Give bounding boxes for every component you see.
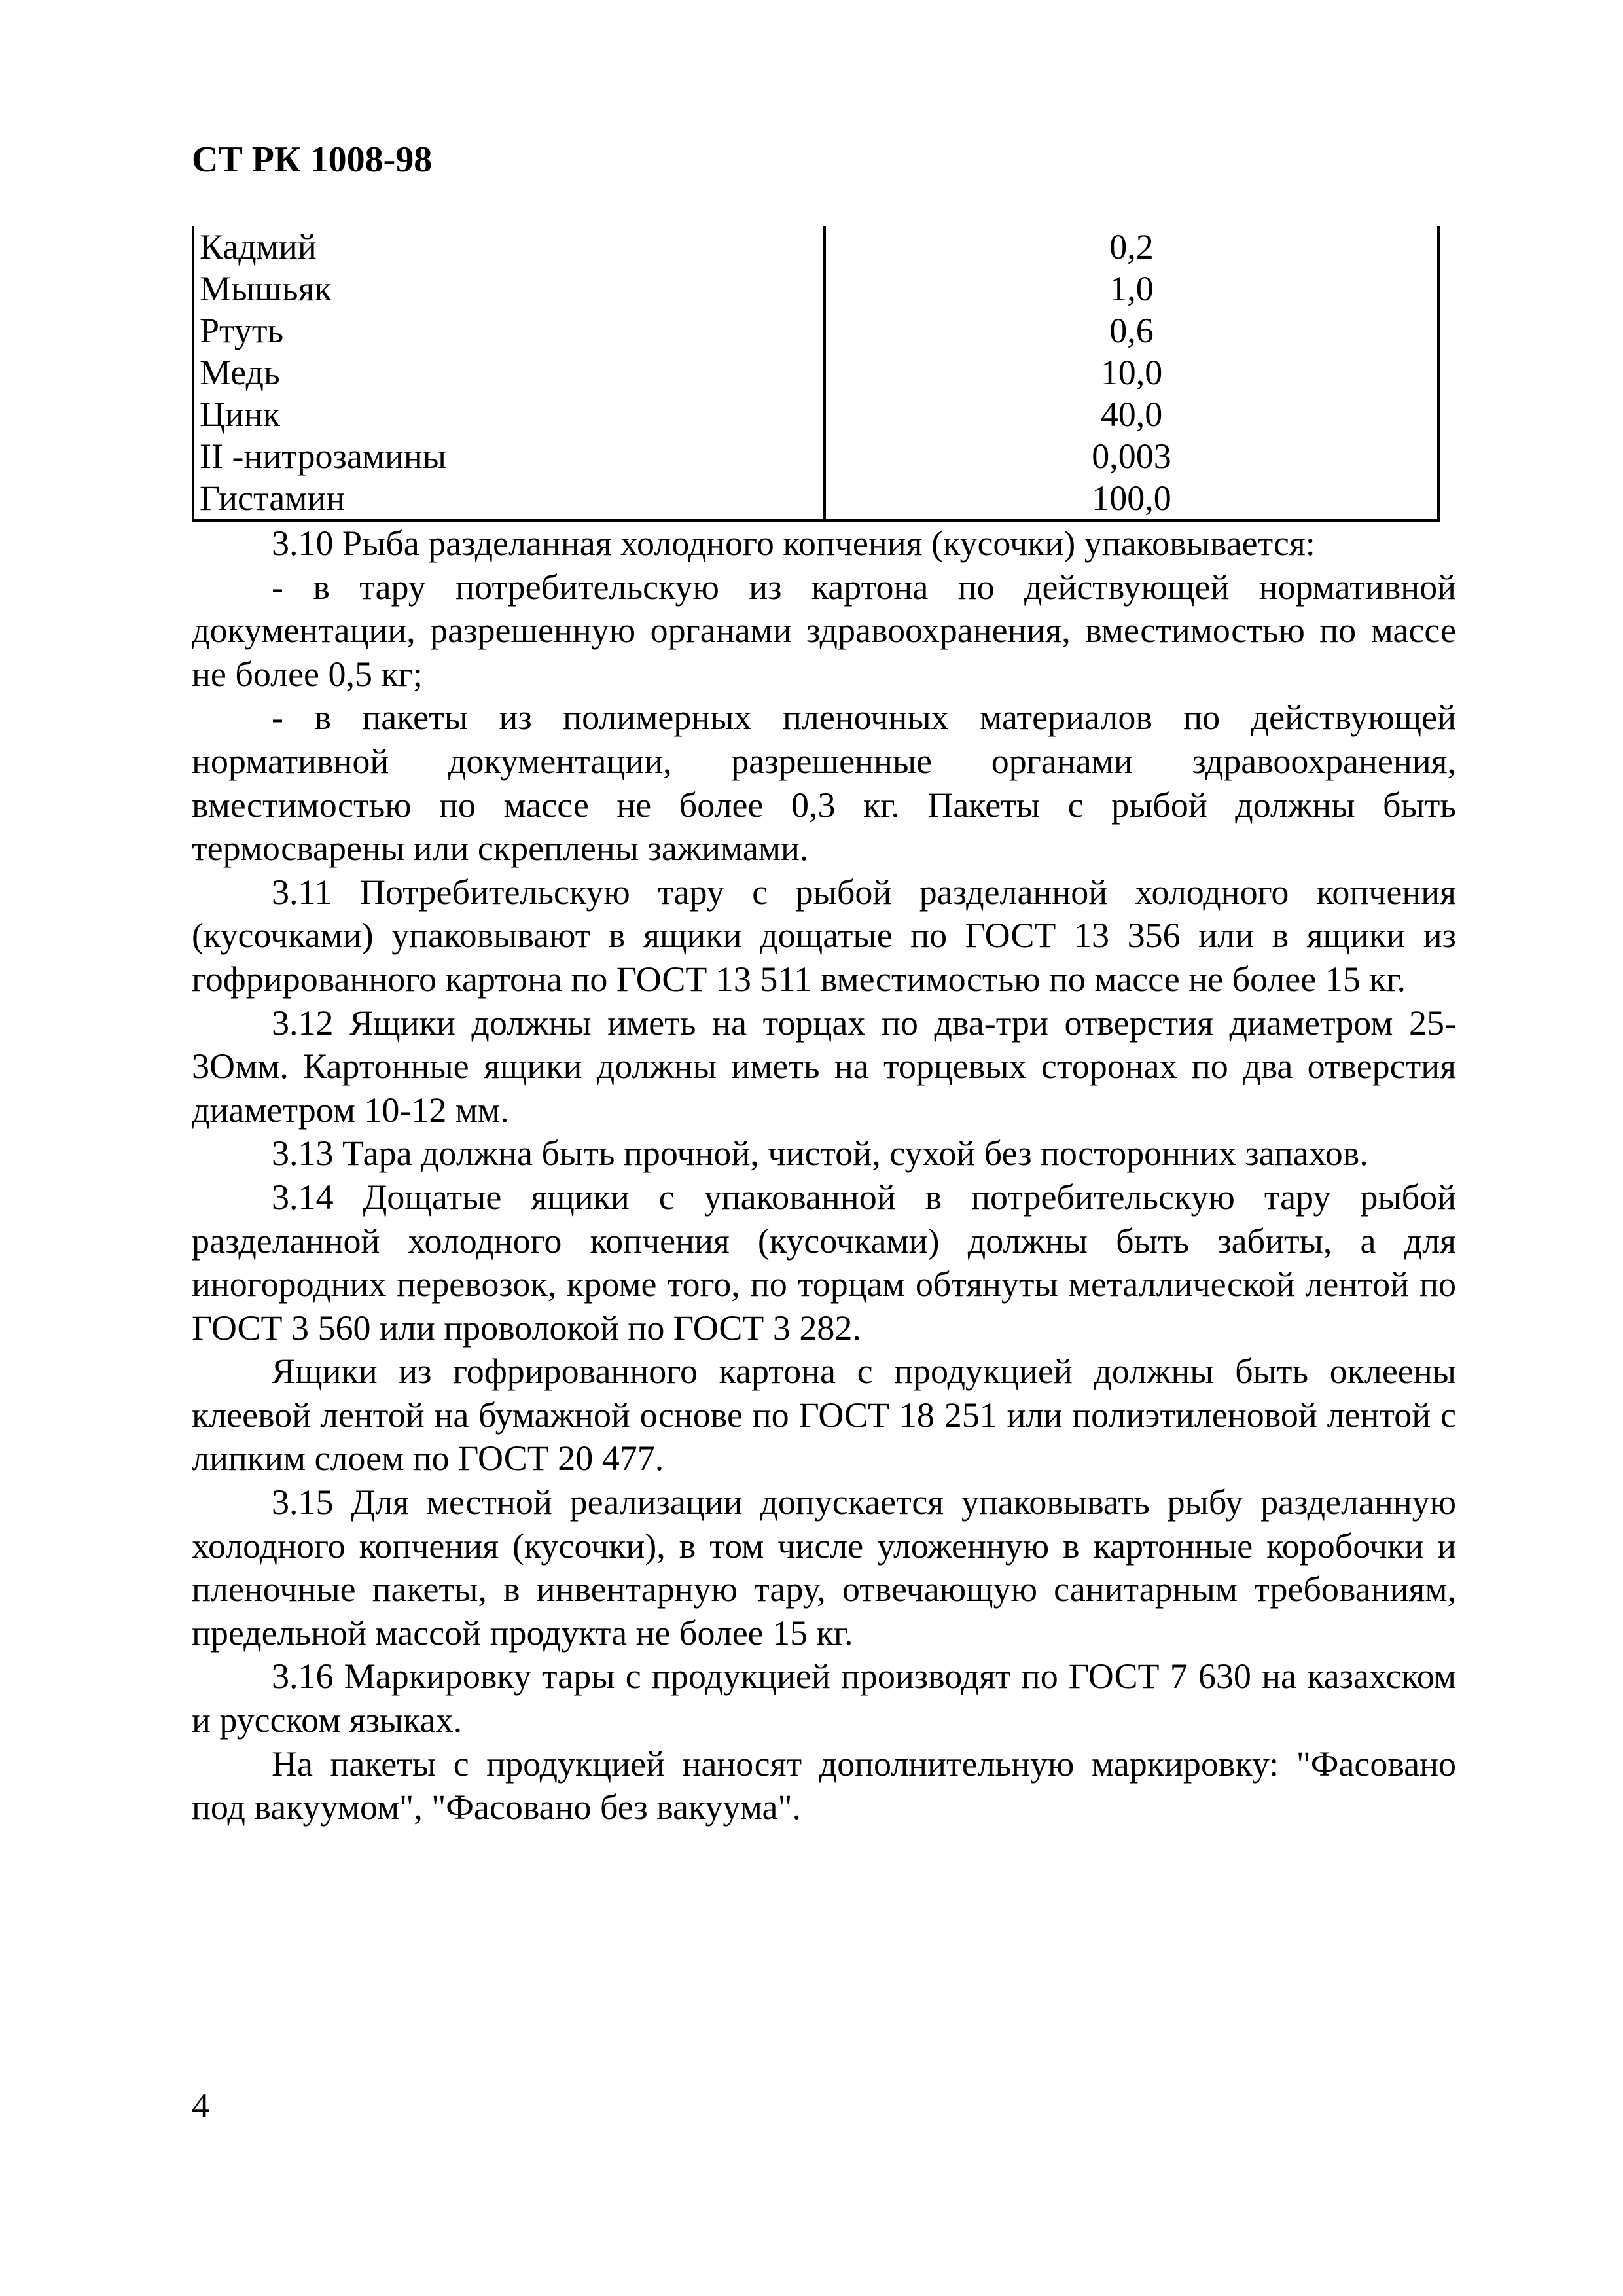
clause-3-15: 3.15 Для местной реализации допускается упаковывать рыбу разделанную холодного копчения (кусочки), в том числе уложенную в картонные коробочки и пленочные пакеты, в инвентарную тару, отвечающую санитарным требованиям, предельной массой продукта не более 15 кг. bbox=[192, 1482, 1456, 1653]
clause-3-16: 3.16 Маркировку тары с продукцией производят по ГОСТ 7 630 на казахском и русском языках. bbox=[192, 1657, 1456, 1740]
clause-3-14: 3.14 Дощатые ящики с упакованной в потребительскую тару рыбой разделанной холодного копчения (кусочками) должны быть забиты, а для иногородних перевозок, кроме того, по торцам обтянуты металлической лентой по ГОСТ 3 560 или проволокой по ГОСТ 3 282. bbox=[192, 1177, 1456, 1348]
element-name: Медь bbox=[200, 353, 280, 392]
table-row bbox=[192, 268, 1440, 310]
table-row bbox=[192, 310, 1440, 351]
clause-3-12: 3.12 Ящики должны иметь на торцах по два-три отверстия диаметром 25-3Омм. Картонные ящики должны иметь на торцевых сторонах по два отверстия диаметром 10-12 мм. bbox=[192, 1003, 1456, 1130]
clause-3-11: 3.11 Потребительскую тару с рыбой разделанной холодного копчения (кусочками) упаковывают в ящики дощатые по ГОСТ 13 356 или в ящики из гофрированного картона по ГОСТ 13 511 вместимостью по массе не более 15 кг. bbox=[192, 872, 1456, 999]
element-limit-value: 0,6 bbox=[1109, 311, 1154, 350]
clause-3-16-bag-marking: На пакеты с продукцией наносят дополнительную маркировку: "Фасовано под вакуумом", "Фасовано без вакуума". bbox=[192, 1744, 1456, 1827]
clause-3-10-item-cardboard: - в тару потребительскую из картона по действующей нормативной документации, разрешенную органами здравоохранения, вместимостью по массе не более 0,5 кг; bbox=[192, 567, 1456, 694]
element-limit-value: 1,0 bbox=[1109, 269, 1154, 308]
element-name: Ртуть bbox=[200, 311, 284, 350]
element-name: Мышьяк bbox=[200, 269, 332, 308]
clause-3-10: 3.10 Рыба разделанная холодного копчения (кусочки) упаковывается: bbox=[272, 524, 1315, 563]
table-row bbox=[192, 393, 1440, 435]
element-limit-value: 100,0 bbox=[1092, 478, 1171, 518]
document-body bbox=[192, 522, 1456, 1829]
element-name: Кадмий bbox=[200, 227, 317, 266]
clause-3-10-item-bags: - в пакеты из полимерных пленочных материалов по действующей нормативной документации, разрешенные органами здравоохранения, вместимостью по массе не более 0,3 кг. Пакеты с рыбой должны быть термосварены или скреплены зажимами. bbox=[192, 698, 1456, 869]
element-name: Гистамин bbox=[200, 478, 346, 518]
element-limit-value: 40,0 bbox=[1100, 395, 1163, 434]
clause-3-13: 3.13 Тара должна быть прочной, чистой, сухой без посторонних запахов. bbox=[272, 1134, 1368, 1174]
element-limit-value: 0,003 bbox=[1092, 437, 1171, 476]
table-row bbox=[192, 435, 1440, 477]
table-row bbox=[192, 226, 1440, 268]
element-name: Цинк bbox=[200, 395, 281, 434]
element-name: II -нитрозамины bbox=[200, 437, 447, 476]
clause-3-14-cardboard-boxes: Ящики из гофрированного картона с продукцией должны быть оклеены клеевой лентой на бумажной основе по ГОСТ 18 251 или полиэтиленовой лентой с липким слоем по ГОСТ 20 477. bbox=[192, 1352, 1456, 1479]
element-limit-value: 0,2 bbox=[1109, 227, 1154, 266]
contaminants-table bbox=[192, 226, 1440, 522]
element-limit-value: 10,0 bbox=[1100, 353, 1163, 392]
table-row bbox=[192, 477, 1440, 519]
page-number: 4 bbox=[192, 2086, 209, 2125]
table-row bbox=[192, 351, 1440, 393]
document-code-header: СТ РК 1008-98 bbox=[192, 139, 433, 180]
